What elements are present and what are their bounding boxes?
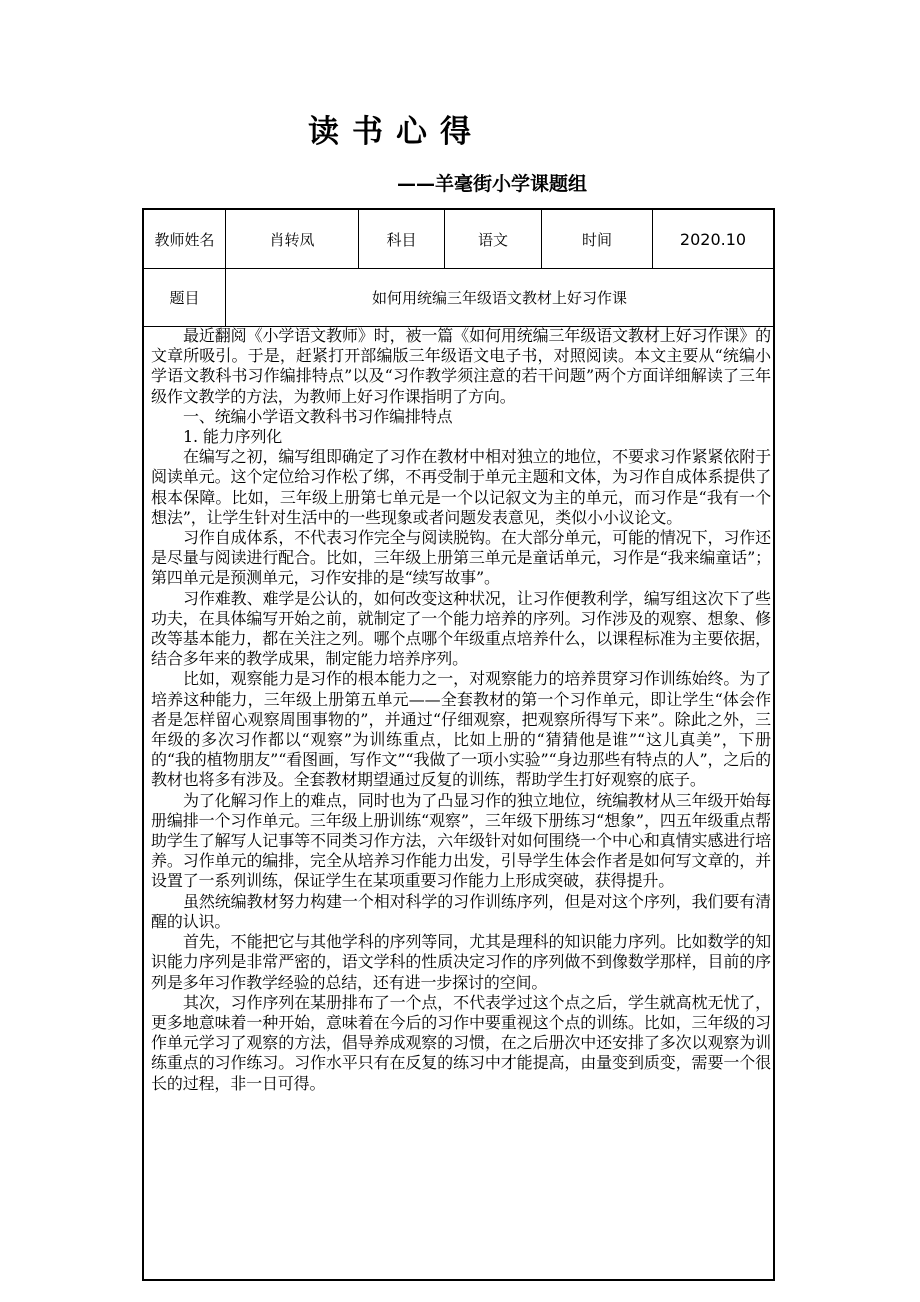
subject-label: 科目 — [386, 230, 417, 249]
page-title: 读书心得 — [308, 114, 484, 150]
teacher-name-value: 肖转凤 — [269, 230, 315, 249]
teacher-name-label: 教师姓名 — [154, 230, 215, 249]
time-label: 时间 — [581, 230, 612, 249]
topic-value: 如何用统编三年级语文教材上好习作课 — [371, 289, 627, 307]
section-heading: 一、统编小学语文教科书习作编排特点 — [183, 406, 453, 426]
body-paragraph: 为了化解习作上的难点，同时也为了凸显习作的独立地位，统编教材从三年级开始每册编排一个习作单元。三年级上册训练“观察”，三年级下册练习“想象”，四五年级重点帮助学生了解写人记事等不同类习作方法，六年级针对如何围绕一个中心和真情实感进行培养。习作单元的编排，完全从培养习作能力出发，引导学生体会作者是如何写文章的，并设置了一系列训练，保证学生在某项重要习作能力上形成突破，获得提升。 — [151, 790, 771, 891]
body-paragraph: 首先，不能把它与其他学科的序列等同，尤其是理科的知识能力序列。比如数学的知识能力序列是非常严密的，语文学科的性质决定习作的序列做不到像数学那样，目前的序列是多年习作教学经验的总结，还有进一步探讨的空间。 — [151, 932, 771, 992]
topic-label: 题目 — [169, 289, 200, 307]
subsection-heading: 1. 能力序列化 — [183, 427, 283, 447]
body-paragraph: 在编写之初，编写组即确定了习作在教材中相对独立的地位，不要求习作紧紧依附于阅读单元。这个定位给习作松了绑，不再受制于单元主题和文体，为习作自成体系提供了根本保障。比如，三年级上册第七单元是一个以记叙文为主的单元，而习作是“我有一个想法”，让学生针对生活中的一些现象或者问题发表意见，类似小小议论文。 — [151, 447, 771, 527]
time-value: 2020.10 — [679, 229, 747, 249]
body-paragraph: 其次，习作序列在某册排布了一个点，不代表学过这个点之后，学生就高枕无忧了，更多地意味着一种开始，意味着在今后的习作中要重视这个点的训练。比如，三年级的习作单元学习了观察的方法，倡导养成观察的习惯，在之后册次中还安排了多次以观察为训练重点的习作练习。习作水平只有在反复的练习中才能提高，由量变到质变，需要一个很长的过程，非一日可得。 — [151, 992, 771, 1093]
subject-value: 语文 — [477, 230, 508, 249]
body-paragraph: 习作难教、难学是公认的，如何改变这种状况，让习作便教利学，编写组这次下了些功夫，在具体编写开始之前，就制定了一个能力培养的序列。习作涉及的观察、想象、修改等基本能力，都在关注之列。哪个点哪个年级重点培养什么，以课程标准为主要依据，结合多年来的教学成果，制定能力培养序列。 — [151, 588, 771, 669]
reading-notes-body — [151, 326, 771, 1094]
body-paragraph: 最近翻阅《小学语文教师》时，被一篇《如何用统编三年级语文教材上好习作课》的文章所吸引。于是，赶紧打开部编版三年级语文电子书，对照阅读。本文主要从“统编小学语文教科书习作编排特点”以及“习作教学须注意的若干问题”两个方面详细解读了三年级作文教学的方法，为教师上好习作课指明了方向。 — [151, 326, 771, 406]
page-subtitle: ——羊毫街小学课题组 — [397, 173, 588, 195]
body-paragraph: 虽然统编教材努力构建一个相对科学的习作训练序列，但是对这个序列，我们要有清醒的认识。 — [151, 891, 771, 931]
body-paragraph: 比如，观察能力是习作的根本能力之一，对观察能力的培养贯穿习作训练始终。为了培养这种能力，三年级上册第五单元——全套教材的第一个习作单元，即让学生“体会作者是怎样留心观察周围事物的”，并通过“仔细观察，把观察所得写下来”。除此之外，三年级的多次习作都以“观察”为训练重点，比如上册的“猜猜他是谁”“这儿真美”，下册的“我的植物朋友”“看图画，写作文”“我做了一项小实验”“身边那些有特点的人”，之后的教材也将多有涉及。全套教材期望通过反复的训练，帮助学生打好观察的底子。 — [151, 669, 771, 790]
reading-notes-table — [142, 208, 775, 1281]
body-paragraph: 习作自成体系，不代表习作完全与阅读脱钩。在大部分单元，可能的情况下，习作还是尽量与阅读进行配合。比如，三年级上册第三单元是童话单元，习作是“我来编童话”；第四单元是预测单元，习作安排的是“续写故事”。 — [151, 528, 771, 588]
